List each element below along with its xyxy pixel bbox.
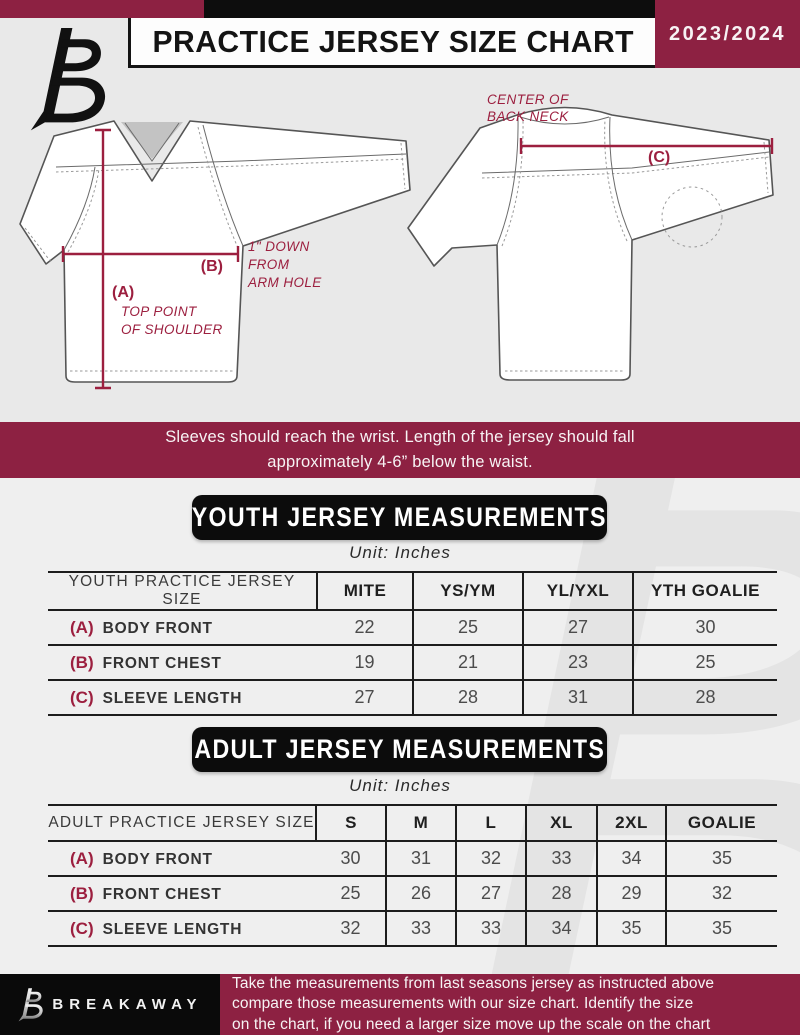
- cell-value: 32: [666, 876, 777, 911]
- note-c-line1: CENTER OF: [487, 92, 569, 107]
- adult-col-header-s: S: [316, 805, 386, 841]
- fit-notice-line2: approximately 4-6” below the waist.: [267, 453, 533, 471]
- season-label: 2023/2024: [668, 22, 787, 45]
- table-row: [48, 645, 777, 680]
- cell-value: 28: [413, 680, 523, 715]
- front-jersey-diagram: [15, 105, 415, 405]
- cell-value: 32: [456, 841, 526, 876]
- cell-value: 25: [413, 610, 523, 645]
- adult-col-header-size: ADULT PRACTICE JERSEY SIZE: [48, 805, 316, 841]
- label-c: (C): [648, 149, 671, 166]
- table-row: [48, 680, 777, 715]
- adult-col-header-goalie: GOALIE: [666, 805, 777, 841]
- adult-col-header-m: M: [386, 805, 456, 841]
- footer-instruction-line3: on the chart, if you need a larger size move up the scale on the chart: [232, 1015, 711, 1033]
- footer-instruction-line1: Take the measurements from last seasons jersey as instructed above: [232, 974, 715, 992]
- note-b-line1: 1" DOWN: [248, 239, 310, 254]
- cell-value: 26: [386, 876, 456, 911]
- cell-value: 21: [413, 645, 523, 680]
- youth-section-title: YOUTH JERSEY MEASUREMENTS: [191, 502, 608, 532]
- table-row: [48, 911, 777, 946]
- table-row: [48, 876, 777, 911]
- cell-value: 29: [597, 876, 666, 911]
- footer-brand-block: [0, 974, 220, 1035]
- cell-value: 30: [633, 610, 777, 645]
- cell-value: 19: [317, 645, 413, 680]
- cell-value: 25: [316, 876, 386, 911]
- youth-table-header-row: [48, 572, 777, 610]
- note-a-line1: TOP POINT: [121, 304, 197, 319]
- adult-col-header-l: L: [456, 805, 526, 841]
- cell-value: 34: [597, 841, 666, 876]
- breakaway-b-logo-icon: [17, 988, 43, 1022]
- cell-value: 33: [526, 841, 597, 876]
- adult-section-header: [192, 727, 607, 772]
- top-strip-black: [204, 0, 658, 18]
- cell-value: 27: [456, 876, 526, 911]
- note-b-line2: FROM: [248, 257, 290, 272]
- footer: [0, 974, 800, 1035]
- footer-instruction-line2: compare those measurements with our size chart. Identify the size: [232, 995, 694, 1013]
- adult-unit-label: Unit: Inches: [349, 776, 451, 795]
- youth-col-header-goalie: YTH GOALIE: [633, 572, 777, 610]
- table-row: [48, 841, 777, 876]
- youth-size-table: [48, 571, 777, 716]
- cell-value: 31: [523, 680, 633, 715]
- youth-col-header-ysym: YS/YM: [413, 572, 523, 610]
- cell-value: 35: [597, 911, 666, 946]
- label-a: (A): [112, 284, 135, 301]
- adult-table-header-row: [48, 805, 777, 841]
- cell-value: 27: [317, 680, 413, 715]
- youth-section-header: [192, 495, 607, 540]
- cell-value: 23: [523, 645, 633, 680]
- adult-size-table: [48, 804, 777, 947]
- cell-value: 34: [526, 911, 597, 946]
- cell-value: 32: [316, 911, 386, 946]
- fit-notice-banner: [0, 422, 800, 478]
- row-label-front-chest: (B) FRONT CHEST: [48, 645, 317, 680]
- cell-value: 25: [633, 645, 777, 680]
- note-c-line2: BACK NECK: [487, 109, 569, 124]
- youth-col-header-ylyxl: YL/YXL: [523, 572, 633, 610]
- cell-value: 27: [523, 610, 633, 645]
- youth-col-header-mite: MITE: [317, 572, 413, 610]
- youth-col-header-size: YOUTH PRACTICE JERSEY SIZE: [48, 572, 317, 610]
- cell-value: 33: [386, 911, 456, 946]
- row-label-front-chest: (B) FRONT CHEST: [48, 876, 316, 911]
- adult-col-header-xl: XL: [526, 805, 597, 841]
- row-label-sleeve-length: (C) SLEEVE LENGTH: [48, 911, 316, 946]
- youth-unit-label: Unit: Inches: [349, 543, 451, 562]
- cell-value: 33: [456, 911, 526, 946]
- cell-value: 28: [526, 876, 597, 911]
- cell-value: 30: [316, 841, 386, 876]
- table-row: [48, 610, 777, 645]
- fit-notice-line1: Sleeves should reach the wrist. Length of the jersey should fall: [165, 428, 635, 447]
- back-jersey-diagram: [400, 90, 800, 405]
- label-b: (B): [200, 258, 223, 275]
- season-box: [655, 0, 800, 68]
- page-title: PRACTICE JERSEY SIZE CHART: [152, 23, 634, 59]
- brand-name: BREAKAWAY: [52, 996, 203, 1013]
- row-label-body-front: (A) BODY FRONT: [48, 841, 316, 876]
- title-box: [128, 18, 655, 68]
- row-label-sleeve-length: (C) SLEEVE LENGTH: [48, 680, 317, 715]
- top-strip-maroon-left: [0, 0, 204, 18]
- footer-instructions: [220, 974, 800, 1035]
- cell-value: 28: [633, 680, 777, 715]
- note-a-line2: OF SHOULDER: [121, 322, 223, 337]
- note-b-line3: ARM HOLE: [248, 275, 322, 290]
- cell-value: 31: [386, 841, 456, 876]
- adult-section-title: ADULT JERSEY MEASUREMENTS: [194, 734, 605, 764]
- cell-value: 35: [666, 841, 777, 876]
- cell-value: 22: [317, 610, 413, 645]
- row-label-body-front: (A) BODY FRONT: [48, 610, 317, 645]
- cell-value: 35: [666, 911, 777, 946]
- adult-col-header-2xl: 2XL: [597, 805, 666, 841]
